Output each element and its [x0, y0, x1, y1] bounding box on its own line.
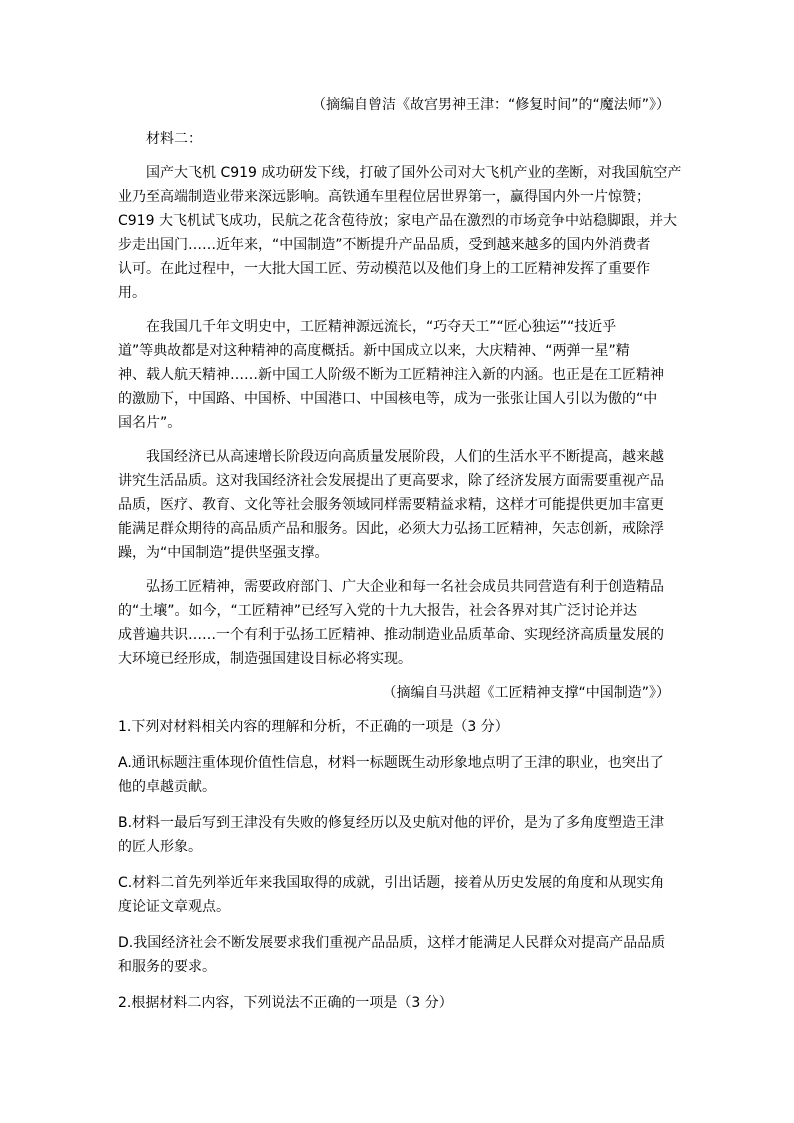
option-line: C.材料二首先列举近年来我国取得的成就，引出话题，接着从历史发展的角度和从现实角: [118, 875, 665, 891]
paragraph-line: 在我国几千年文明史中，工匠精神源远流长，“巧夺天工”“匠心独运”“技近乎: [146, 319, 617, 335]
paragraph-line: 的“土壤”。如今，“工匠精神”已经写入党的十九大报告，社会各界对其广泛讨论并达: [118, 603, 638, 619]
paragraph-line: C919 大飞机试飞成功，民航之花含苞待放；家电产品在激烈的市场竞争中站稳脚跟，并大: [118, 213, 677, 229]
option-line: A.通讯标题注重体现价值性信息，材料一标题既生动形象地点明了王津的职业，也突出了: [118, 755, 664, 771]
document-page: [118, 93, 682, 1015]
paragraph-line: 神、载人航天精神……新中国工人阶级不断为工匠精神注入新的内涵。也正是在工匠精神: [118, 367, 664, 383]
question-2-stem: 2.根据材料二内容，下列说法不正确的一项是（3 分）: [118, 995, 453, 1011]
material-2-label: 材料二：: [146, 131, 202, 147]
paragraph-line: 大环境已经形成，制造强国建设目标必将实现。: [118, 651, 412, 667]
option-line: 度论证文章观点。: [118, 899, 230, 915]
question-1-stem: 1.下列对材料相关内容的理解和分析，不正确的一项是（3 分）: [118, 719, 509, 735]
source-citation-1: （摘编自曾洁《故宫男神王津：“修复时间”的“魔法师”》）: [311, 97, 670, 113]
option-line: 和服务的要求。: [118, 959, 216, 975]
option-line: 的匠人形象。: [118, 839, 202, 855]
option-line: 他的卓越贡献。: [118, 779, 216, 795]
paragraph-2: [118, 315, 670, 435]
paragraph-line: 成普遍共识……一个有利于弘扬工匠精神、推动制造业品质革命、实现经济高质量发展的: [118, 627, 664, 643]
option-line: D.我国经济社会不断发展要求我们重视产品品质，这样才能满足人民群众对提高产品品质: [118, 935, 666, 951]
paragraph-line: 我国经济已从高速增长阶段迈向高质量发展阶段，人们的生活水平不断提高，越来越: [146, 449, 664, 465]
option-line: B.材料一最后写到王津没有失败的修复经历以及史航对他的评价，是为了多角度塑造王津: [118, 815, 665, 831]
paragraph-line: 躁，为“中国制造”提供坚强支撑。: [118, 545, 329, 561]
paragraph-line: 的激励下，中国路、中国桥、中国港口、中国核电等，成为一张张让国人引以为傲的“中: [118, 391, 658, 407]
paragraph-line: 业乃至高端制造业带来深远影响。高铁通车里程位居世界第一，赢得国内外一片惊赞；: [118, 189, 650, 205]
paragraph-line: 弘扬工匠精神，需要政府部门、广大企业和每一名社会成员共同营造有利于创造精品: [146, 579, 664, 595]
source-citation-2: （摘编自马洪超《工匠精神支撑“中国制造”》）: [382, 685, 670, 701]
paragraph-3: [118, 445, 670, 565]
paragraph-line: 认可。在此过程中，一大批大国工匠、劳动模范以及他们身上的工匠精神发挥了重要作: [118, 261, 650, 277]
paragraph-1: [118, 161, 682, 305]
paragraph-line: 国产大飞机 C919 成功研发下线，打破了国外公司对大飞机产业的垄断，对我国航空产: [146, 165, 682, 181]
paragraph-line: 道”等典故都是对这种精神的高度概括。新中国成立以来，大庆精神、“两弹一星”精: [118, 343, 630, 359]
paragraph-line: 步走出国门……近年来，“中国制造”不断提升产品品质，受到越来越多的国内外消费者: [118, 237, 651, 253]
paragraph-line: 品质，医疗、教育、文化等社会服务领域同样需要精益求精，这样才可能提供更加丰富更: [118, 497, 664, 513]
paragraph-line: 国名片”。: [118, 415, 182, 431]
paragraph-line: 讲究生活品质。这对我国经济社会发展提出了更高要求，除了经济发展方面需要重视产品: [118, 473, 664, 489]
question-1-option-b: [118, 811, 670, 859]
paragraph-4: [118, 575, 670, 671]
paragraph-line: 用。: [118, 285, 146, 301]
question-1-option-c: [118, 871, 670, 919]
question-1-option-d: [118, 931, 670, 979]
paragraph-line: 能满足群众期待的高品质产品和服务。因此，必须大力弘扬工匠精神，矢志创新，戒除浮: [118, 521, 664, 537]
question-1-option-a: [118, 751, 670, 799]
